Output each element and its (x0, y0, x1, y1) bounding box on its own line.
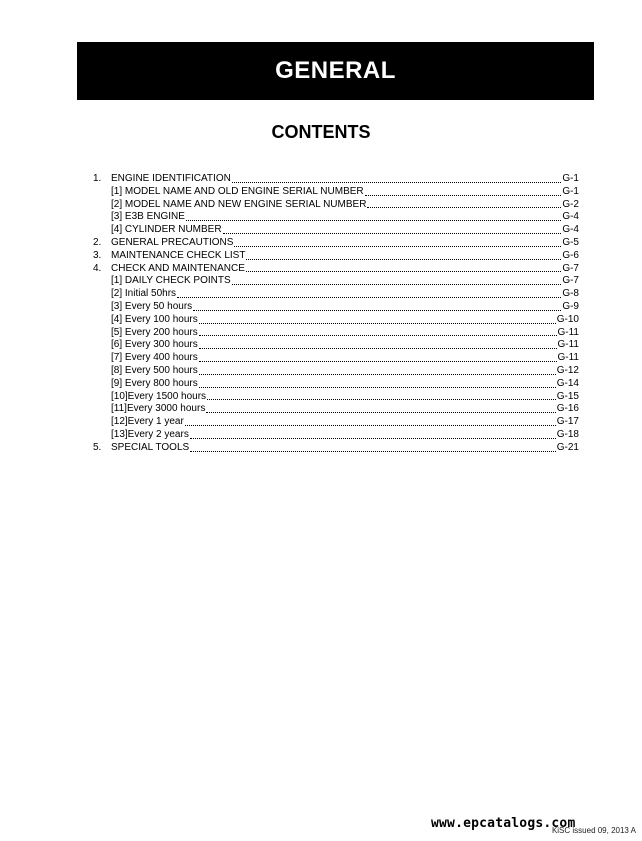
section-title: GENERAL (275, 57, 396, 84)
toc-entry[interactable] (93, 327, 579, 340)
toc-dot-leader (232, 276, 562, 285)
toc-entry-label: SPECIAL TOOLS (111, 441, 190, 453)
toc-dot-leader (199, 340, 557, 349)
toc-entry[interactable] (93, 429, 579, 442)
toc-entry-page: G-21 (556, 441, 579, 453)
toc-entry-page: G-14 (556, 377, 579, 389)
toc-dot-leader (190, 443, 556, 452)
toc-entry[interactable] (93, 339, 579, 352)
toc-entry-page: G-15 (556, 390, 579, 402)
toc-entry[interactable] (93, 224, 579, 237)
toc-entry-page: G-12 (556, 364, 579, 376)
toc-entry[interactable] (93, 173, 579, 186)
toc-entry-label: [11]Every 3000 hours (111, 403, 206, 415)
toc-entry-label: [3] E3B ENGINE (111, 211, 185, 223)
contents-heading: CONTENTS (271, 122, 371, 142)
toc-entry-number: 2. (93, 236, 102, 248)
toc-entry-label: [13]Every 2 years (111, 428, 189, 440)
toc-entry-number: 3. (93, 249, 102, 261)
watermark-url[interactable]: www.epcatalogs.com (431, 816, 576, 831)
toc-dot-leader (177, 289, 561, 298)
toc-entry[interactable] (93, 314, 579, 327)
toc-entry-label: [3] Every 50 hours (111, 300, 193, 312)
toc-entry[interactable] (93, 352, 579, 365)
toc-entry-number: 4. (93, 262, 102, 274)
toc-entry[interactable] (93, 403, 579, 416)
toc-entry-label: [8] Every 500 hours (111, 364, 198, 376)
toc-entry[interactable] (93, 378, 579, 391)
toc-entry-page: G-11 (557, 326, 579, 338)
toc-entry-label: [1] DAILY CHECK POINTS (111, 275, 231, 287)
toc-entry-page: G-7 (562, 262, 579, 274)
toc-dot-leader (365, 187, 562, 196)
toc-entry-page: G-1 (562, 173, 579, 184)
toc-entry[interactable] (93, 250, 579, 263)
toc-entry-label: ENGINE IDENTIFICATION (111, 173, 231, 184)
toc-dot-leader (199, 353, 557, 362)
issue-note: KiSC issued 09, 2013 A (551, 826, 636, 835)
toc-entry-label: [2] Initial 50hrs (111, 288, 177, 300)
toc-entry-page: G-8 (562, 288, 579, 300)
toc-dot-leader (199, 379, 556, 388)
toc-entry[interactable] (93, 237, 579, 250)
toc-entry-label: [12]Every 1 year (111, 416, 184, 428)
toc-entry-label: [2] MODEL NAME AND NEW ENGINE SERIAL NUMBER (111, 198, 367, 210)
toc-dot-leader (367, 199, 561, 208)
toc-dot-leader (206, 404, 555, 413)
toc-entry-label: [10]Every 1500 hours (111, 390, 207, 402)
toc-entry-label: CHECK AND MAINTENANCE (111, 262, 245, 274)
toc-dot-leader (234, 238, 561, 247)
toc-entry-label: [5] Every 200 hours (111, 326, 198, 338)
toc-entry[interactable] (93, 263, 579, 276)
toc-entry-page: G-11 (557, 352, 579, 364)
toc-entry-page: G-17 (556, 416, 579, 428)
toc-entry-number: 1. (93, 173, 102, 184)
toc-entry[interactable] (93, 416, 579, 429)
toc-dot-leader (223, 225, 562, 234)
toc-entry-page: G-2 (562, 198, 579, 210)
toc-entry-label: [6] Every 300 hours (111, 339, 198, 351)
toc-entry-page: G-1 (562, 185, 579, 197)
toc-entry-label: GENERAL PRECAUTIONS (111, 236, 234, 248)
toc-entry-label: [4] CYLINDER NUMBER (111, 224, 222, 236)
toc-entry[interactable] (93, 211, 579, 224)
toc-entry-page: G-6 (562, 249, 579, 261)
toc-entry[interactable] (93, 365, 579, 378)
toc-entry[interactable] (93, 301, 579, 314)
toc-entry-page: G-4 (562, 224, 579, 236)
toc-dot-leader (193, 302, 561, 311)
toc-entry[interactable] (93, 199, 579, 212)
toc-dot-leader (186, 212, 561, 221)
table-of-contents (93, 173, 579, 455)
toc-dot-leader (246, 263, 561, 272)
toc-dot-leader (199, 315, 556, 324)
toc-entry[interactable] (93, 288, 579, 301)
toc-dot-leader (190, 430, 556, 439)
toc-dot-leader (246, 251, 561, 260)
toc-entry-label: [9] Every 800 hours (111, 377, 198, 389)
toc-entry[interactable] (93, 391, 579, 404)
toc-entry-page: G-18 (556, 428, 579, 440)
section-banner (77, 42, 594, 100)
toc-dot-leader (185, 417, 556, 426)
toc-entry-page: G-7 (562, 275, 579, 287)
toc-entry-label: [7] Every 400 hours (111, 352, 198, 364)
toc-entry[interactable] (93, 186, 579, 199)
toc-entry-page: G-5 (562, 236, 579, 248)
toc-entry-page: G-9 (562, 300, 579, 312)
toc-entry-number: 5. (93, 441, 102, 453)
toc-dot-leader (199, 366, 556, 375)
toc-entry-page: G-16 (556, 403, 579, 415)
toc-entry-page: G-4 (562, 211, 579, 223)
toc-dot-leader (232, 174, 562, 183)
toc-entry-page: G-11 (557, 339, 579, 351)
toc-entry[interactable] (93, 442, 579, 455)
toc-entry-label: [1] MODEL NAME AND OLD ENGINE SERIAL NUMBER (111, 185, 364, 197)
toc-entry-page: G-10 (556, 313, 579, 325)
toc-dot-leader (207, 391, 556, 400)
toc-entry-label: [4] Every 100 hours (111, 313, 198, 325)
toc-entry[interactable] (93, 275, 579, 288)
toc-dot-leader (199, 327, 557, 336)
toc-entry-label: MAINTENANCE CHECK LIST (111, 249, 246, 261)
